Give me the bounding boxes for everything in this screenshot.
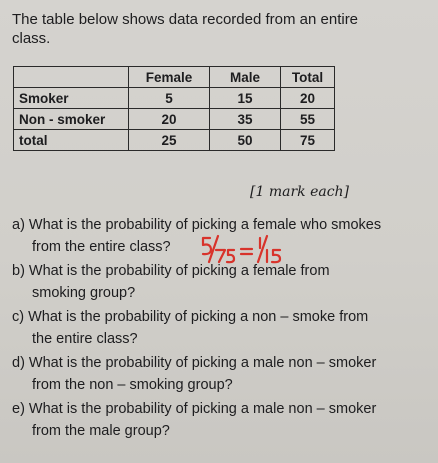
marks-label-text: [1 mark each] — [250, 184, 350, 200]
question-b-line-1: b) What is the probability of picking a female from — [12, 263, 330, 279]
header-male: Male — [210, 67, 281, 88]
question-e-line-2: from the male group? — [32, 423, 170, 439]
question-b-line-2: smoking group? — [32, 285, 136, 301]
question-d-line-2: from the non – smoking group? — [32, 377, 233, 393]
question-e — [12, 398, 376, 442]
question-c-line-2: the entire class? — [32, 331, 138, 347]
header-total: Total — [281, 67, 335, 88]
table-header-row — [14, 67, 335, 88]
row-label-non-smoker: Non - smoker — [14, 109, 129, 130]
intro-line-2: class. — [12, 30, 51, 47]
cell-smoker-female: 5 — [129, 88, 210, 109]
header-female: Female — [129, 67, 210, 88]
cell-total-male: 50 — [210, 130, 281, 151]
cell-nonsmoker-total: 55 — [281, 109, 335, 130]
question-a — [12, 214, 381, 258]
table-row — [14, 88, 335, 109]
intro-line-1: The table below shows data recorded from an entire — [12, 11, 359, 28]
question-c-line-1: c) What is the probability of picking a non – smoke from — [12, 309, 369, 325]
question-c — [12, 306, 368, 350]
cell-smoker-total: 20 — [281, 88, 335, 109]
marks-label — [250, 184, 349, 200]
intro-text — [12, 10, 392, 48]
question-a-line-1: a) What is the probability of picking a female who smokes — [12, 217, 382, 233]
question-d — [12, 352, 376, 396]
table-row — [14, 109, 335, 130]
cell-total-female: 25 — [129, 130, 210, 151]
question-d-line-1: d) What is the probability of picking a male non – smoker — [12, 355, 377, 371]
cell-total-total: 75 — [281, 130, 335, 151]
header-blank — [14, 67, 129, 88]
data-table — [13, 66, 335, 151]
cell-nonsmoker-male: 35 — [210, 109, 281, 130]
row-label-total: total — [14, 130, 129, 151]
cell-smoker-male: 15 — [210, 88, 281, 109]
question-e-line-1: e) What is the probability of picking a male non – smoker — [12, 401, 377, 417]
question-a-line-2: from the entire class? — [32, 239, 171, 255]
cell-nonsmoker-female: 20 — [129, 109, 210, 130]
question-b — [12, 260, 330, 304]
table-row — [14, 130, 335, 151]
row-label-smoker: Smoker — [14, 88, 129, 109]
